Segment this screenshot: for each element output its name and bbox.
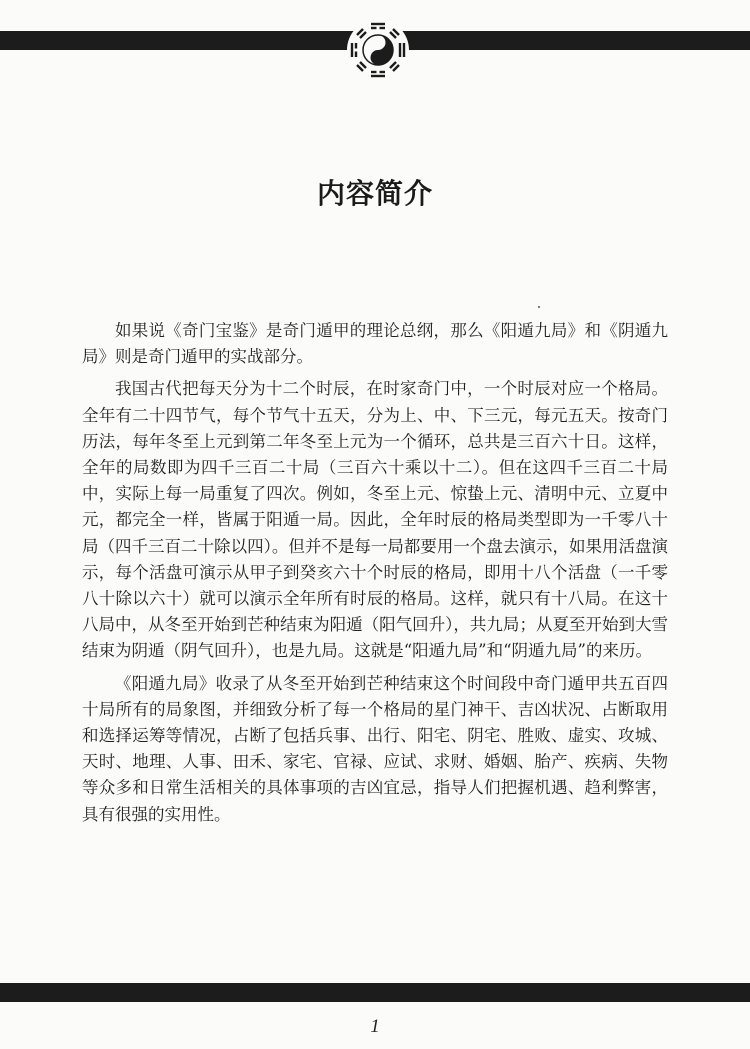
body-text xyxy=(82,318,668,834)
page-title: 内容简介 xyxy=(316,177,433,210)
paragraph: 我国古代把每天分为十二个时辰，在时家奇门中，一个时辰对应一个格局。全年有二十四节气，每个节气十五天，分为上、中、下三元，每元五天。按奇门历法，每年冬至上元到第二年冬至上元为一个循环，总共是三百六十日。这样，全年的局数即为四千三百二十局（三百六十乘以十二）。但在这四千三百二十局中，实际上每一局重复了四次。例如，冬至上元、惊蛰上元、清明中元、立夏中元，都完全一样，皆属于阳遁一局。因此，全年时辰的格局类型即为一千零八十局（四千三百二十除以四）。但并不是每一局都要用一个盘去演示，如果用活盘演示，每个活盘可演示从甲子到癸亥六十个时辰的格局，即用十八个活盘（一千零八十除以六十）就可以演示全年所有时辰的格局。这样，就只有十八局。在这十八局中，从冬至开始到芒种结束为阳遁（阳气回升），共九局；从夏至开始到大雪结束为阴遁（阴气回升），也是九局。这就是“阳遁九局”和“阴遁九局”的来历。 xyxy=(82,379,668,661)
paragraph: 如果说《奇门宝鉴》是奇门遁甲的理论总纲，那么《阳遁九局》和《阴遁九局》则是奇门遁甲的实战部分。 xyxy=(82,321,668,367)
footer-bar xyxy=(0,983,750,1002)
page-number: 1 xyxy=(370,1016,380,1037)
print-speck xyxy=(538,306,540,308)
taiji-bagua-icon xyxy=(346,18,410,82)
paragraph: 《阳遁九局》收录了从冬至开始到芒种结束这个时间段中奇门遁甲共五百四十局所有的局象图，并细致分析了每一个格局的星门神干、吉凶状况、占断取用和选择运筹等情况，占断了包括兵事、出行、阳宅、阴宅、胜败、虚实、攻城、天时、地理、人事、田禾、家宅、官禄、应试、求财、婚姻、胎产、疾病、失物等众多和日常生活相关的具体事项的吉凶宜忌，指导人们把握机遇、趋利弊害，具有很强的实用性。 xyxy=(82,673,668,824)
